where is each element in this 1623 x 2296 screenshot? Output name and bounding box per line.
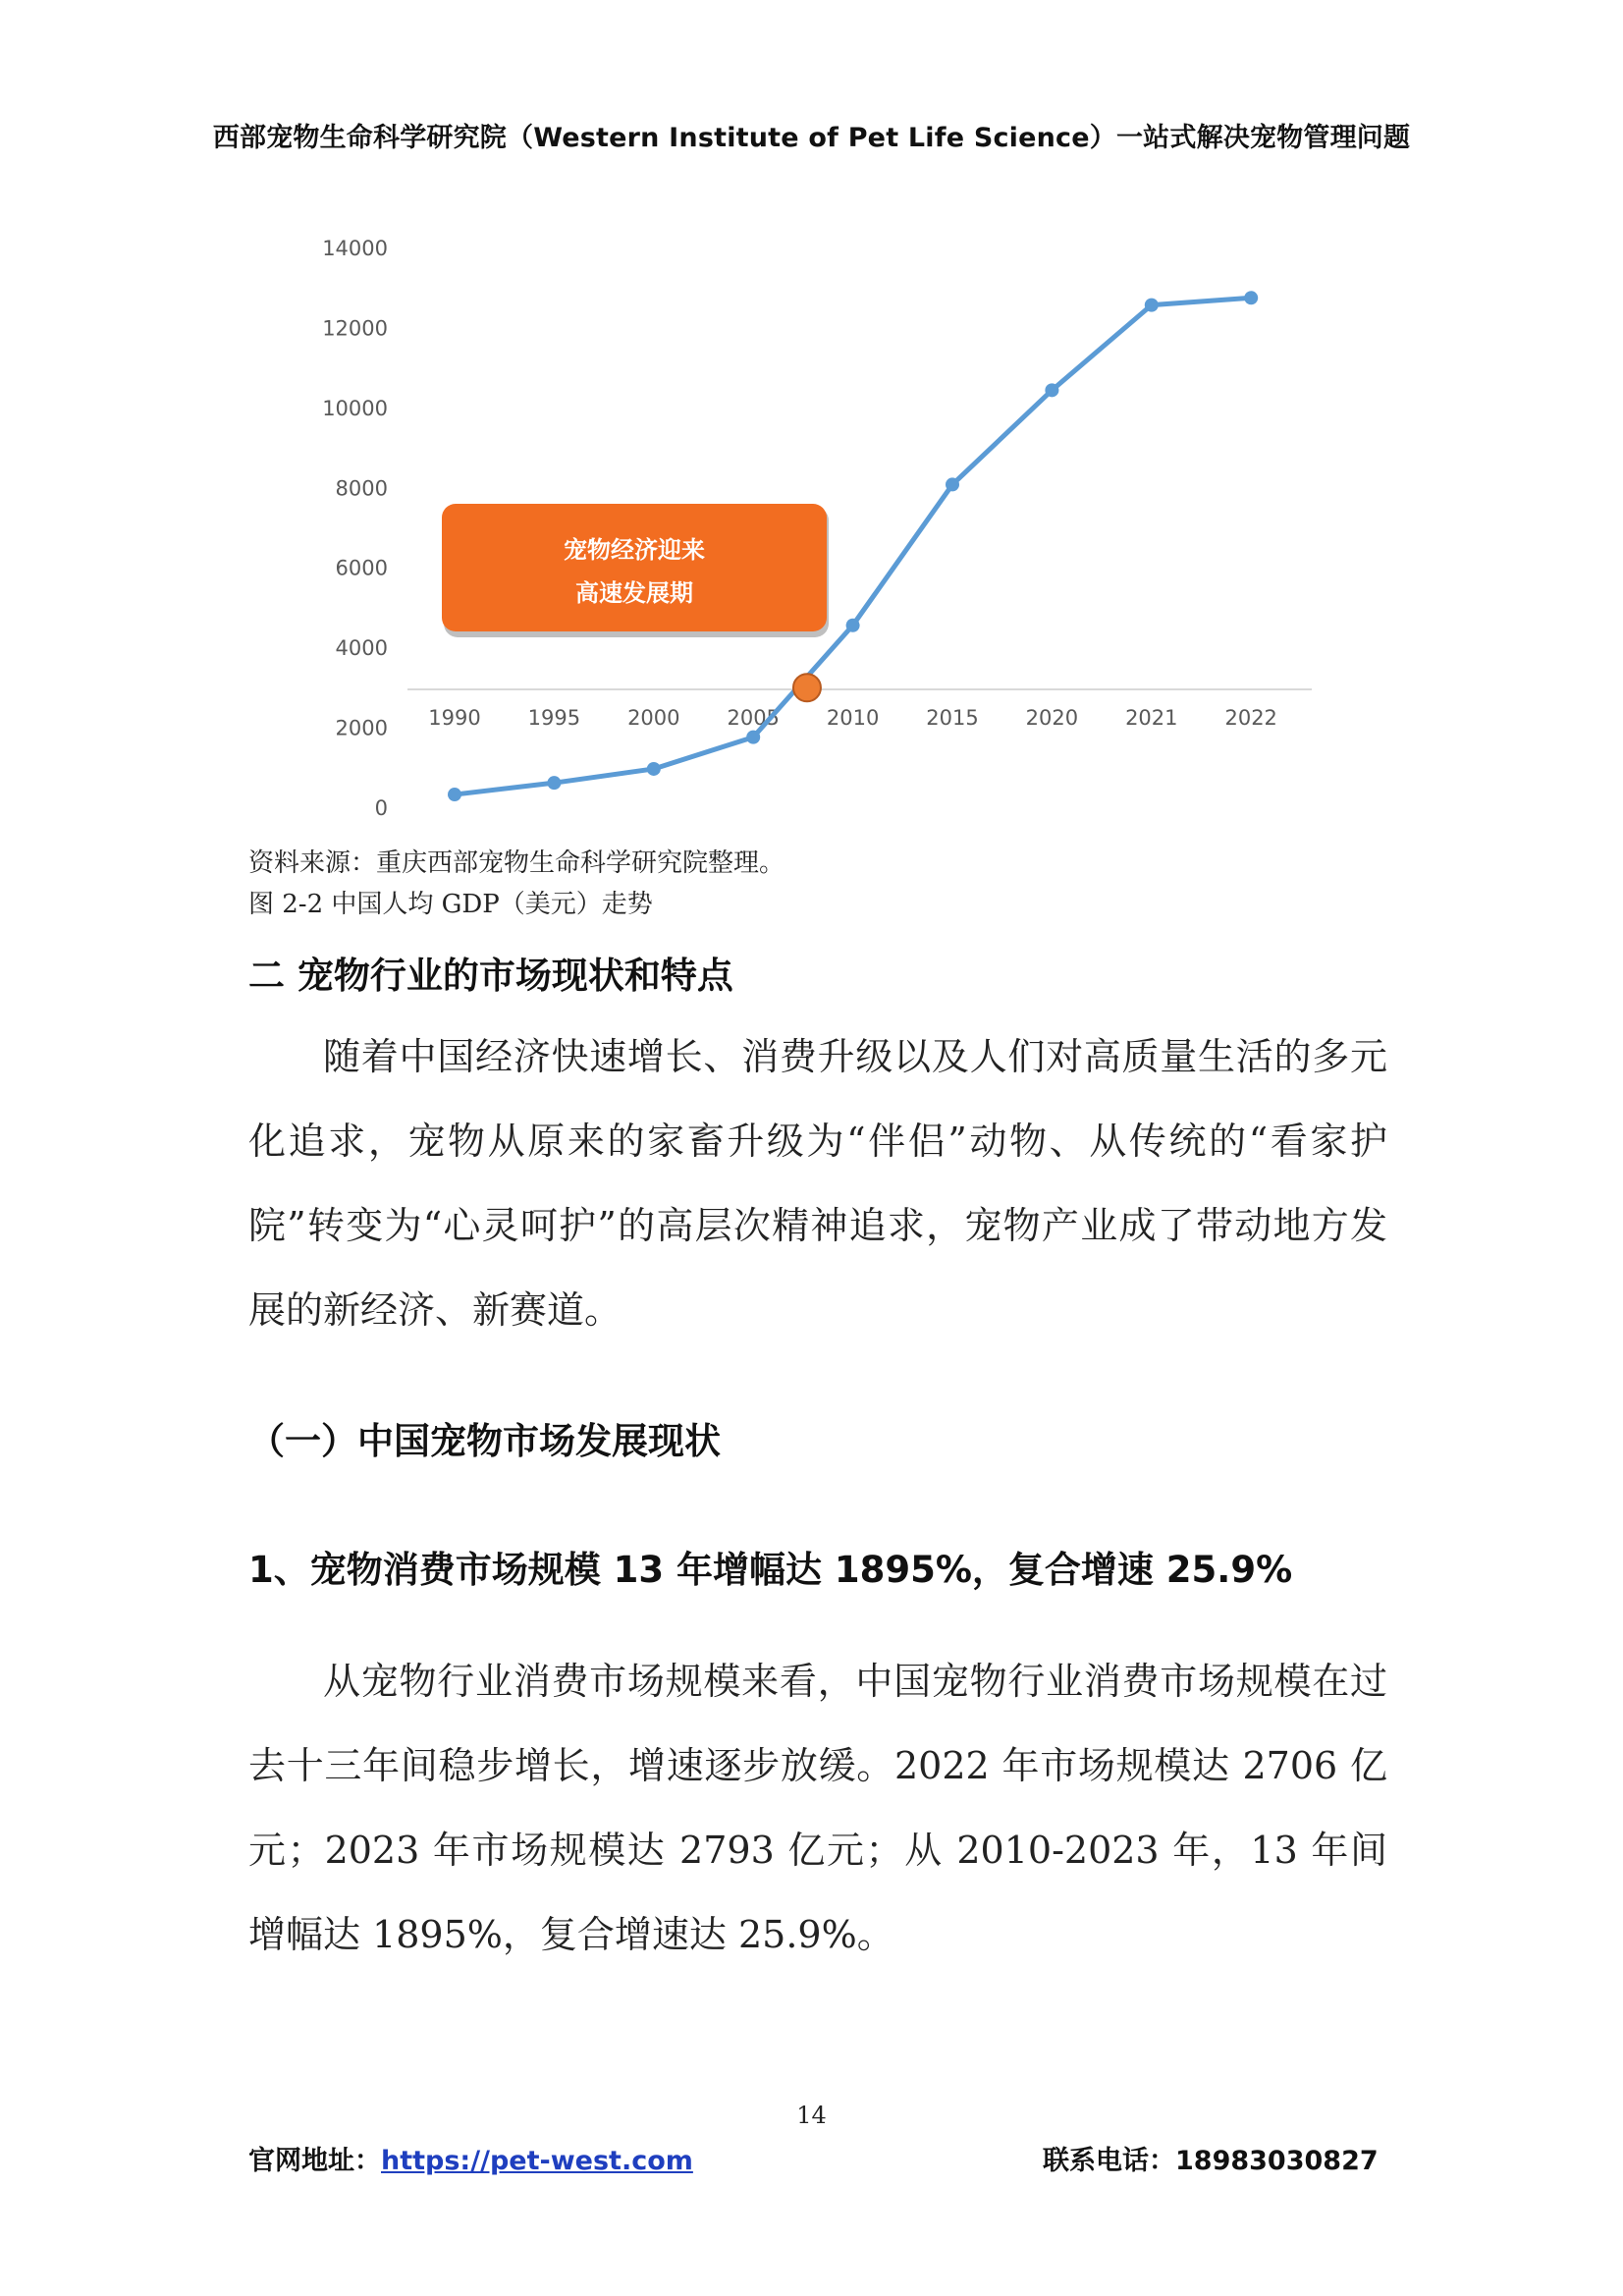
- data-point: [946, 477, 959, 491]
- data-point: [448, 788, 461, 801]
- page-header: 西部宠物生命科学研究院（Western Institute of Pet Life Science）一站式解决宠物管理问题: [212, 123, 1411, 153]
- data-point: [746, 731, 760, 744]
- section-title: 二 宠物行业的市场现状和特点: [248, 955, 733, 997]
- y-axis-ticks: [322, 237, 388, 820]
- x-tick-label: 2015: [926, 706, 979, 730]
- phone-label: 联系电话：: [1043, 2146, 1175, 2176]
- website-label: 官网地址：: [248, 2146, 381, 2176]
- gdp-line-chart: [295, 221, 1335, 830]
- source-note: 资料来源：重庆西部宠物生命科学研究院整理。: [248, 848, 785, 878]
- x-tick-label: 1990: [428, 706, 481, 730]
- x-tick-label: 2021: [1125, 706, 1178, 730]
- y-tick-label: 2000: [335, 716, 388, 740]
- x-tick-label: 2000: [627, 706, 680, 730]
- body-paragraph-2: 从宠物行业消费市场规模来看，中国宠物行业消费市场规模在过去十三年间稳步增长，增速逐步放缓。2022 年市场规模达 2706 亿元；2023 年市场规模达 2793 亿元；从 2010-2023 年，13 年间增幅达 1895%，复合增速达 25.9%。: [248, 1660, 1387, 1956]
- data-point: [1045, 383, 1058, 397]
- body-paragraph-1: 随着中国经济快速增长、消费升级以及人们对高质量生活的多元化追求，宠物从原来的家畜升级为“伴侣”动物、从传统的“看家护院”转变为“心灵呵护”的高层次精神追求，宠物产业成了带动地方发展的新经济、新赛道。: [248, 1035, 1387, 1332]
- phone-number: 18983030827: [1175, 2146, 1379, 2176]
- x-tick-label: 2010: [826, 706, 880, 730]
- data-point: [647, 762, 661, 776]
- callout-text-line1: 宠物经济迎来: [564, 536, 705, 564]
- y-tick-label: 6000: [335, 556, 388, 580]
- subsection-title: （一）中国宠物市场发展现状: [248, 1420, 721, 1462]
- data-point: [1244, 291, 1258, 304]
- highlight-point: [793, 674, 821, 701]
- data-point: [846, 619, 860, 632]
- data-point: [1145, 299, 1159, 312]
- y-tick-label: 4000: [335, 636, 388, 661]
- x-axis-ticks: [428, 706, 1277, 730]
- callout-box: [442, 504, 829, 637]
- x-tick-label: 1995: [527, 706, 581, 730]
- item-title: 1、宠物消费市场规模 13 年增幅达 1895%，复合增速 25.9%: [248, 1549, 1293, 1591]
- y-tick-label: 14000: [322, 237, 388, 260]
- figure-caption: 图 2-2 中国人均 GDP（美元）走势: [248, 890, 653, 919]
- y-tick-label: 12000: [322, 316, 388, 341]
- page-number: 14: [796, 2102, 827, 2129]
- x-tick-label: 2022: [1224, 706, 1277, 730]
- footer-website: [248, 2139, 693, 2177]
- x-tick-label: 2020: [1025, 706, 1079, 730]
- y-tick-label: 8000: [335, 476, 388, 501]
- footer-phone: [1043, 2139, 1379, 2177]
- website-link[interactable]: https://pet-west.com: [381, 2146, 693, 2176]
- x-tick-label: 2005: [727, 706, 780, 730]
- y-tick-label: 10000: [322, 396, 388, 420]
- callout-text-line2: 高速发展期: [575, 579, 693, 607]
- y-tick-label: 0: [374, 796, 388, 820]
- data-point: [547, 776, 561, 790]
